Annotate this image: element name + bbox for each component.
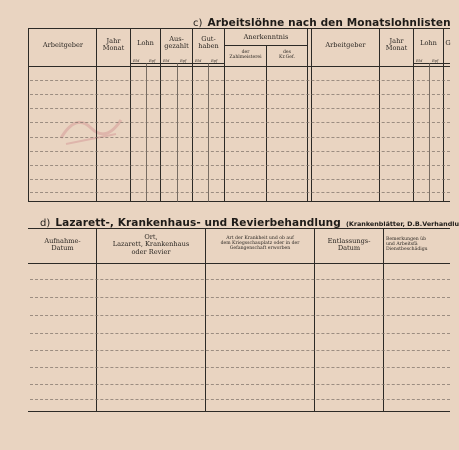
table-d-row-line xyxy=(30,350,450,351)
unit-rpf: Rpf xyxy=(180,59,187,63)
table-c-row-line xyxy=(30,179,450,180)
table-d-row-line xyxy=(30,367,450,368)
col-header-lohn-2: Lohn xyxy=(420,39,437,47)
col-header-bemerkungen: Bemerkungen üb und Arbeitsfä Dienstbeschädigu xyxy=(386,237,428,253)
col-header-arbeitgeber: Arbeitgeber xyxy=(42,41,84,49)
table-c-header-bottom xyxy=(28,66,450,67)
faded-stamp-mark xyxy=(56,108,126,148)
unit-rm: RM xyxy=(195,59,202,63)
unit-rpf: Rpf xyxy=(432,59,439,63)
unit-rm: RM xyxy=(416,59,423,63)
table-d-row-line xyxy=(30,384,450,385)
section-c-title: Arbeitslöhne nach den Monatslohnlisten xyxy=(207,17,451,29)
col-header-ort-lazarett: Ort, Lazarett, Krankenhaus oder Revier xyxy=(112,233,190,256)
unit-rm: RM xyxy=(133,59,140,63)
table-d-row-line xyxy=(30,399,450,400)
section-d-title: Lazarett-, Krankenhaus- und Revierbehandlung xyxy=(55,217,341,229)
table-c-col-div xyxy=(160,28,161,202)
table-c-sub-div xyxy=(177,63,178,202)
col-header-aufnahme-datum: Aufnahme- Datum xyxy=(44,237,81,253)
table-c-row-line xyxy=(30,151,450,152)
table-c-col-div xyxy=(96,28,97,202)
table-c-top-border xyxy=(28,28,450,29)
section-c-letter: c) xyxy=(193,18,203,29)
table-c-sub-div xyxy=(429,63,430,202)
table-c-row-line xyxy=(30,122,450,123)
table-d-row-line xyxy=(30,297,450,298)
table-c-col-div xyxy=(192,28,193,202)
table-c-left-border xyxy=(28,28,29,202)
col-header-anerkenntnis-der: der Zahlmeisterei xyxy=(229,50,262,61)
col-header-anerkenntnis-des: des Kr.Gef. xyxy=(279,50,295,61)
table-c-row-line xyxy=(30,165,450,166)
table-d-row-line xyxy=(30,279,450,280)
table-c-bottom-border xyxy=(28,201,450,202)
col-header-art-krankheit: Art der Krankheit und ob auf dem Kriegsschauplatz oder in der Gefangenschaft erworben xyxy=(220,236,300,252)
table-c-row-line xyxy=(30,137,450,138)
table-c-row-line xyxy=(30,192,450,193)
unit-rpf: Rpf xyxy=(211,59,218,63)
table-c-col-div xyxy=(413,28,414,202)
unit-rpf: Rpf xyxy=(149,59,156,63)
table-c-row-line xyxy=(30,94,450,95)
table-d-row-line xyxy=(30,333,450,334)
table-c-middle-divider xyxy=(307,28,308,202)
table-d-row-line xyxy=(30,315,450,316)
table-c-unit-divider-2 xyxy=(413,63,450,64)
table-c-col-div xyxy=(311,28,312,202)
table-d-top-border xyxy=(28,228,450,229)
col-header-anerkenntnis: Anerkenntnis xyxy=(243,33,289,41)
table-c-sub-div xyxy=(146,63,147,202)
col-header-partial: G xyxy=(445,39,451,47)
col-header-lohn: Lohn xyxy=(137,39,154,47)
col-header-jahr-monat: Jahr Monat xyxy=(102,37,125,53)
section-d-letter: d) xyxy=(40,218,51,229)
table-c-col-div xyxy=(443,28,444,202)
table-c-col-div xyxy=(130,28,131,202)
col-header-arbeitgeber-2: Arbeitgeber xyxy=(325,41,366,49)
col-header-entlassungs-datum: Entlassungs- Datum xyxy=(327,237,371,253)
col-header-jahr-monat-2: Jahr Monat xyxy=(385,37,408,53)
col-header-guthaben: Gut- haben xyxy=(198,35,219,51)
table-d-bottom-border xyxy=(28,411,450,412)
table-c-col-div xyxy=(379,28,380,202)
unit-rm: RM xyxy=(163,59,170,63)
col-header-ausgezahlt: Aus- gezahlt xyxy=(164,35,189,51)
table-c-sub-div xyxy=(208,63,209,202)
table-c-row-line xyxy=(30,80,450,81)
section-d-subtitle: (Krankenblätter, D.B.Verhandlu xyxy=(345,220,459,228)
table-d-header-bottom xyxy=(28,263,450,264)
table-c-row-line xyxy=(30,108,450,109)
